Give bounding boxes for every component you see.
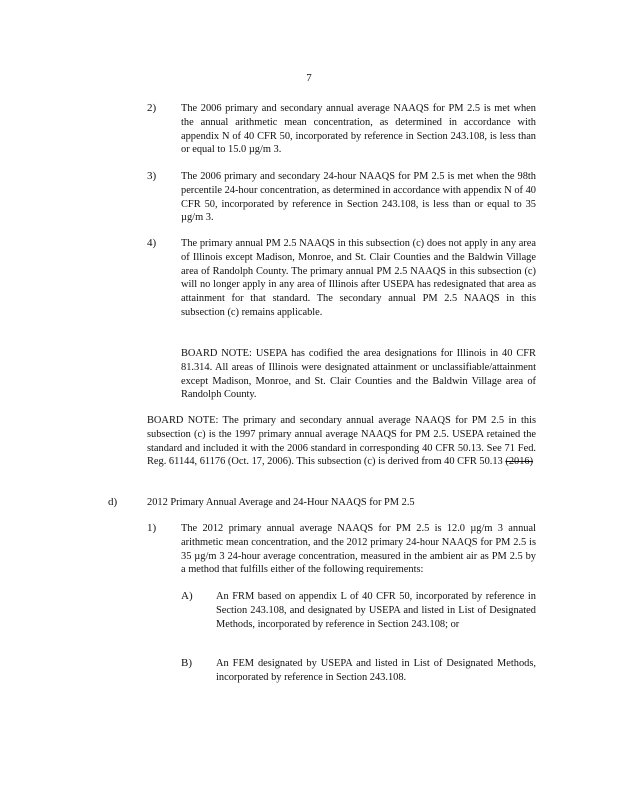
struck-text: (2016) [505,456,534,468]
item-letter: A) [181,590,193,602]
paragraph: The primary annual PM 2.5 NAAQS in this subsection (c) does not apply in any area of Illinois except Madison, Monroe, and St. Clair Counties and the Baldwin Village area of Randolph County. The primary annual PM 2.5 NAAQS in this subsection (c) will no longer apply in any area of Illinois after USEPA has redesignated that area as attainment for that standard. The secondary annual PM 2.5 NAAQS in this subsection (c) remains applicable. [181,238,536,318]
board-note-text: BOARD NOTE: The primary and secondary annual average NAAQS for PM 2.5 in this subsection (c) is the 1997 primary annual average NAAQS for PM 2.5. USEPA retained the standard and included it with the 2006 standard in corresponding 40 CFR 50.13. See 71 Fed. Reg. 61144, 61176 (Oct. 17, 2006). This subsection (c) is derived from 40 CFR 50.13 [147,415,536,468]
page-number: 7 [306,72,312,84]
paragraph: The 2012 primary annual average NAAQS for PM 2.5 is 12.0 µg/m 3 annual arithmetic mean concentration, and the 2012 primary 24-hour NAAQS for PM 2.5 is 35 µg/m 3 24-hour average concentration, measured in the ambient air as PM 2.5 by a method that fulfills either of the following requirements: [181,523,536,576]
item-number: 3) [147,170,157,182]
item-letter: B) [181,657,192,669]
paragraph: An FEM designated by USEPA and listed in List of Designated Methods, incorporated by reference in Section 243.108. [216,658,536,683]
paragraph: An FRM based on appendix L of 40 CFR 50, incorporated by reference in Section 243.108, and designated by USEPA and listed in List of Designated Methods, incorporated by reference in Section 243.108; or [216,591,536,630]
paragraph: The 2006 primary and secondary 24-hour NAAQS for PM 2.5 is met when the 98th percentile 24-hour concentration, as determined in accordance with appendix N of 40 CFR 50, incorporated by reference in Section 243.108, is less than or equal to 35 µg/m 3. [181,171,536,224]
paragraph: The 2006 primary and secondary annual average NAAQS for PM 2.5 is met when the annual arithmetic mean concentration, as determined in accordance with appendix N of 40 CFR 50, incorporated by reference in Section 243.108, is less than or equal to 15.0 µg/m 3. [181,103,536,156]
subsection-letter: d) [108,496,118,508]
board-note: BOARD NOTE: USEPA has codified the area designations for Illinois in 40 CFR 81.314. All areas of Illinois were designated attainment or unclassifiable/attainment except Madison, Monroe, and St. Clair Counties and the Baldwin Village area of Randolph County. [181,348,536,401]
item-number: 2) [147,102,157,114]
item-number: 4) [147,237,157,249]
board-note [147,414,536,469]
item-number: 1) [147,522,157,534]
subsection-heading: 2012 Primary Annual Average and 24-Hour NAAQS for PM 2.5 [147,497,415,508]
